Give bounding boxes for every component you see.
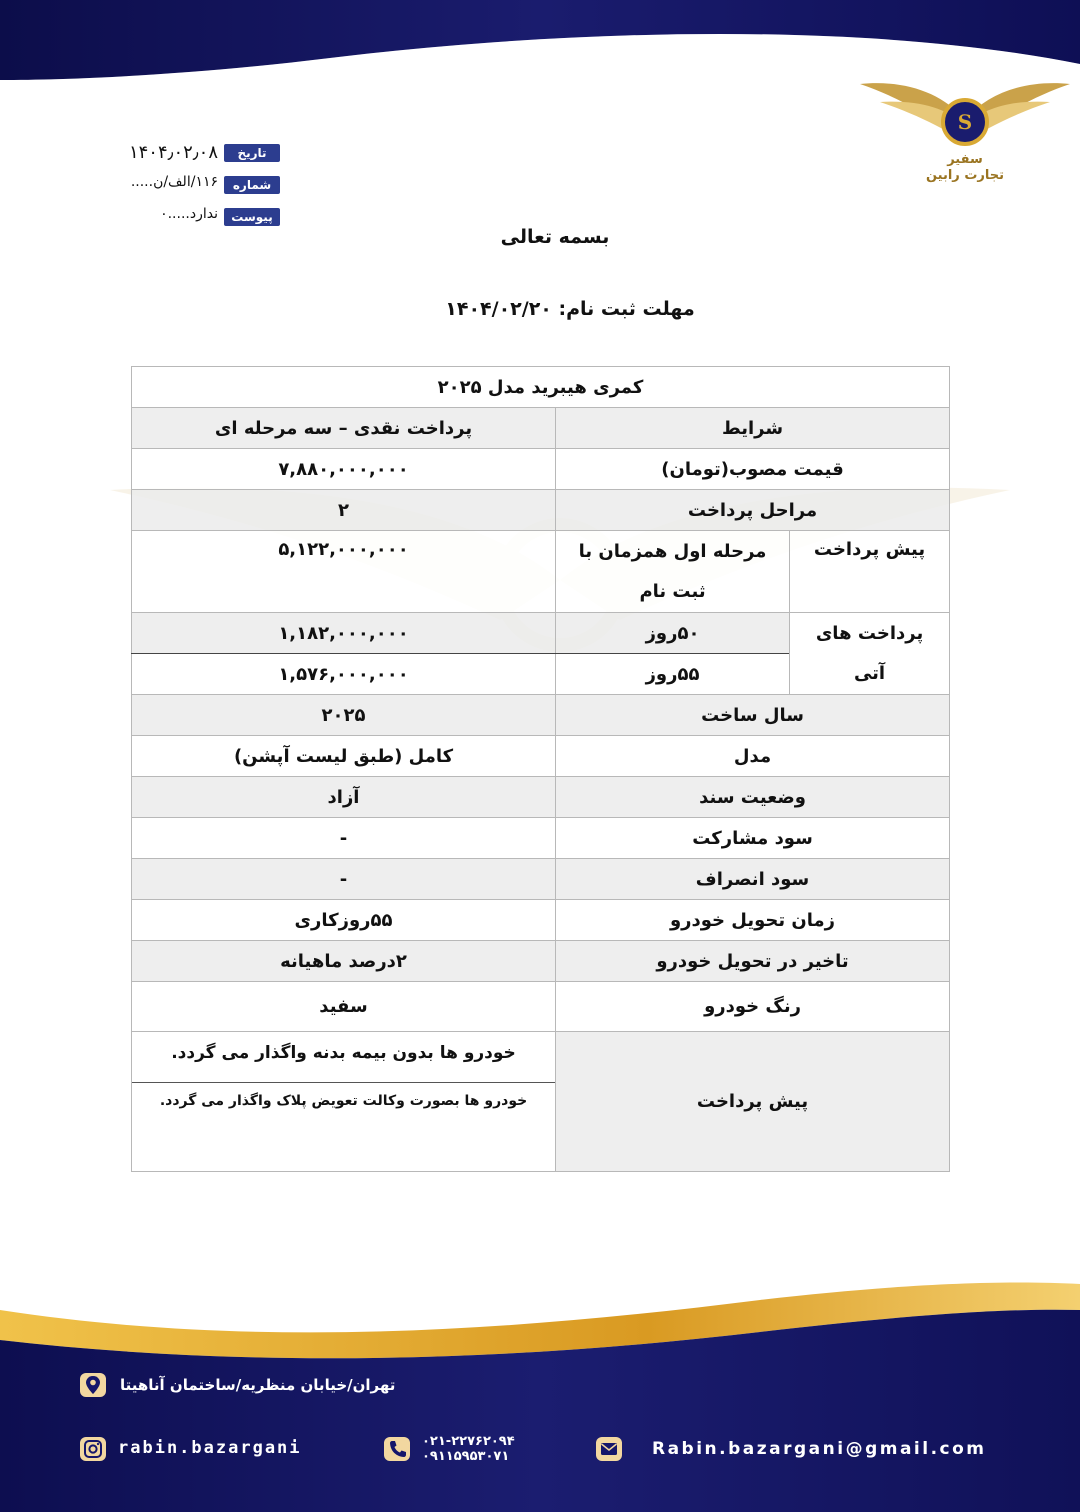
conditions-table	[131, 366, 950, 1172]
footer-instagram[interactable]: rabin.bazargani	[118, 1438, 302, 1458]
delivery-delay-label: تاخیر در تحویل خودرو	[556, 941, 950, 982]
conditions-header: شرایط	[556, 408, 950, 449]
instagram-icon	[80, 1437, 106, 1461]
future-2-value: ۱,۵۷۶,۰۰۰,۰۰۰	[132, 654, 556, 695]
table-row	[132, 859, 950, 900]
cancellation-profit-label: سود انصراف	[556, 859, 950, 900]
table-row	[132, 531, 950, 613]
stages-value: ۲	[132, 490, 556, 531]
model-value: کامل (طبق لیست آپشن)	[132, 736, 556, 777]
footer-email[interactable]: Rabin.bazargani@gmail.com	[652, 1439, 987, 1459]
table-row	[132, 736, 950, 777]
document-status-label: وضعیت سند	[556, 777, 950, 818]
attachment-label: پیوست	[224, 208, 280, 226]
svg-text:S: S	[957, 110, 973, 134]
prepayment-stage: مرحله اول همزمان با ثبت نام	[556, 531, 790, 613]
company-logo	[860, 70, 1080, 200]
prepayment-value: ۵,۱۲۲,۰۰۰,۰۰۰	[132, 531, 556, 613]
phone-icon	[384, 1437, 410, 1461]
car-color-label: رنگ خودرو	[556, 982, 950, 1032]
table-row	[132, 490, 950, 531]
future-2-days: ۵۵روز	[556, 654, 790, 695]
future-payments-label: پرداخت های آتی	[790, 613, 950, 695]
year-value: ۲۰۲۵	[132, 695, 556, 736]
future-1-value: ۱,۱۸۲,۰۰۰,۰۰۰	[132, 613, 556, 654]
footer-phone-2[interactable]: ۰۹۱۱۵۹۵۳۰۷۱	[422, 1449, 510, 1464]
year-label: سال ساخت	[556, 695, 950, 736]
cancellation-profit-value: -	[132, 859, 556, 900]
logo-name-line-1: سفیر	[947, 152, 983, 167]
date-value: ۱۴۰۴٫۰۲٫۰۸	[128, 142, 218, 163]
table-row	[132, 818, 950, 859]
note-plate-transfer: خودرو ها بصورت وکالت تعویض پلاک واگذار می گردد.	[159, 1093, 528, 1109]
location-pin-icon	[80, 1373, 106, 1397]
table-row	[132, 695, 950, 736]
meta-number-row	[110, 174, 280, 196]
meta-date-row	[110, 142, 280, 164]
table-row	[132, 982, 950, 1032]
table-row	[132, 777, 950, 818]
footer-phone-1[interactable]: ۰۲۱-۲۲۷۶۲۰۹۴	[422, 1434, 515, 1449]
delivery-time-label: زمان تحویل خودرو	[556, 900, 950, 941]
prepayment-label: پیش پرداخت	[790, 531, 950, 613]
future-1-days: ۵۰روز	[556, 613, 790, 654]
price-label: قیمت مصوب(تومان)	[556, 449, 950, 490]
winged-emblem-icon	[860, 70, 1070, 160]
model-label: مدل	[556, 736, 950, 777]
delivery-time-value: ۵۵روزکاری	[132, 900, 556, 941]
participation-profit-label: سود مشارکت	[556, 818, 950, 859]
participation-profit-value: -	[132, 818, 556, 859]
basmala-heading: بسمه تعالی	[500, 226, 610, 248]
table-title: کمری هیبرید مدل ۲۰۲۵	[132, 367, 950, 408]
registration-deadline: مهلت ثبت نام: ۱۴۰۴/۰۲/۲۰	[445, 298, 695, 320]
price-value: ۷,۸۸۰,۰۰۰,۰۰۰	[132, 449, 556, 490]
number-value: ۱۱۶/الف/ن.....	[130, 174, 218, 190]
delivery-delay-value: ۲درصد ماهیانه	[132, 941, 556, 982]
date-label: تاریخ	[224, 144, 280, 162]
car-color-value: سفید	[132, 982, 556, 1032]
table-row	[132, 1032, 950, 1172]
attachment-value: ندارد.....۰	[160, 206, 218, 222]
stages-label: مراحل پرداخت	[556, 490, 950, 531]
table-row	[132, 613, 950, 654]
payment-type-header: پرداخت نقدی – سه مرحله ای	[132, 408, 556, 449]
table-row	[132, 941, 950, 982]
footer-address: تهران/خیابان منظریه/ساختمان آناهیتا	[120, 1376, 396, 1394]
logo-name-line-2: تجارت رابین	[925, 168, 1005, 183]
table-row	[132, 367, 950, 408]
table-row	[132, 408, 950, 449]
note-insurance: خودرو ها بدون بیمه بدنه واگذار می گردد.	[132, 1032, 555, 1083]
notes-cell	[132, 1032, 556, 1172]
document-status-value: آزاد	[132, 777, 556, 818]
notes-label: پیش پرداخت	[556, 1032, 950, 1172]
envelope-icon	[596, 1437, 622, 1461]
number-label: شماره	[224, 176, 280, 194]
table-row	[132, 449, 950, 490]
table-row	[132, 900, 950, 941]
meta-attachment-row	[110, 206, 280, 228]
footer-phones	[422, 1434, 515, 1464]
